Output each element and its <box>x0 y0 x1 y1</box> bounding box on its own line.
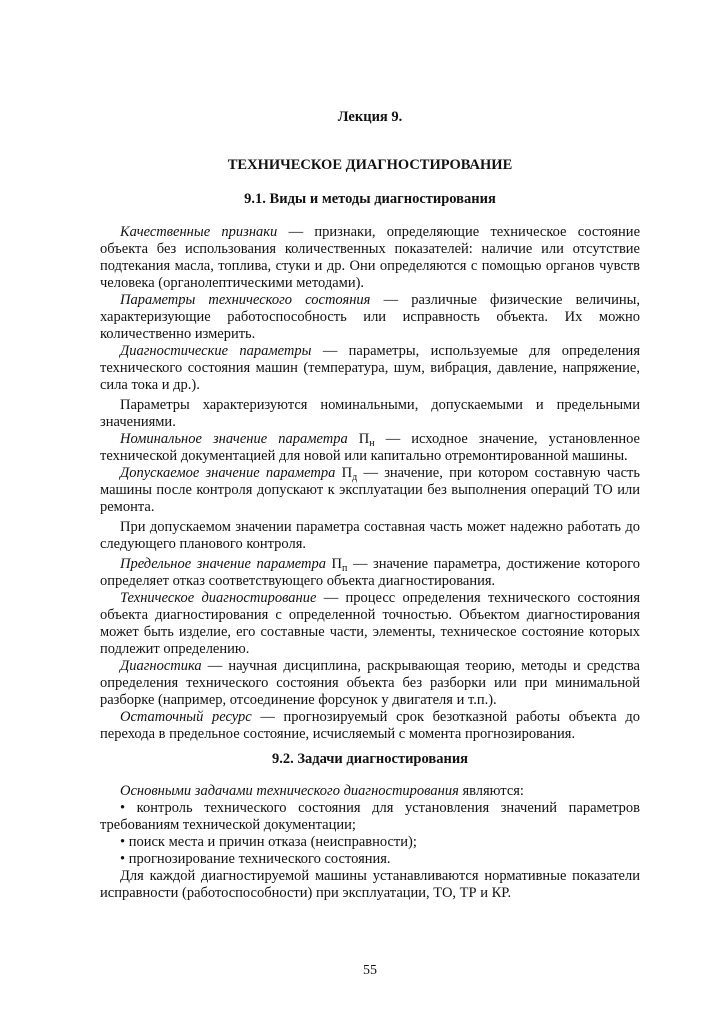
term: Техническое диагностирование <box>120 590 317 606</box>
symbol-subscript: н <box>369 438 375 449</box>
definition: — параметры, используемые для определения технического состояния машин (температура, шум, вибрация, давление, напряжение, сила тока и др.). <box>100 343 640 393</box>
definition: — значение, при котором составную часть машины после контроля допускают к эксплуатации без выполнения операций ТО или ремонта. <box>100 465 640 515</box>
symbol: П <box>347 431 370 447</box>
term: Предельное значение параметра <box>120 556 326 572</box>
paragraph-nominal-value <box>100 431 640 465</box>
section-body-9-2 <box>100 783 640 902</box>
definition: — различные физические величины, характеризующие работоспособность или исправность объекта. Их можно количественно измерить. <box>100 292 641 342</box>
section-body-9-1 <box>100 224 640 743</box>
list-item: • поиск места и причин отказа (неисправности); <box>120 834 417 850</box>
definition: — научная дисциплина, раскрывающая теорию, методы и средства определения технического состояния объекта без разборки или при минимальной разборке (например, отсоединение форсунок у двигателя и т.п.). <box>100 658 640 708</box>
symbol: П <box>325 556 343 572</box>
term: Диагностика <box>120 658 202 674</box>
paragraph-text: Параметры характеризуются номинальными, допускаемыми и предельными значениями. <box>100 397 640 430</box>
page-number: 55 <box>363 963 377 978</box>
paragraph-allowable-value <box>100 465 640 516</box>
definition: — процесс определения технического состояния объекта диагностирования с определенной точностью. Объектом диагностирования может быть изделие, его составные части, элементы, техническое состояние которых подлежит определению. <box>100 590 640 657</box>
definition: — прогнозируемый срок безотказной работы объекта до перехода в предельное состояние, исчисляемый с момента прогнозирования. <box>100 709 640 742</box>
symbol-subscript: п <box>342 563 348 574</box>
lecture-label: Лекция 9. <box>337 109 403 125</box>
paragraph-closing: Для каждой диагностируемой машины устанавливаются нормативные показатели исправности (работоспособности) при эксплуатации, ТО, ТР и КР. <box>100 868 640 901</box>
paragraph-residual-resource <box>100 709 640 743</box>
paragraph-allowable-note <box>100 519 640 553</box>
definition: — исходное значение, установленное технической документацией для новой или капитально отремонтированной машины. <box>100 431 640 464</box>
term: Параметры технического состояния <box>120 292 371 308</box>
term: Остаточный ресурс <box>120 709 252 725</box>
paragraph-tasks-intro <box>100 783 640 800</box>
term: Номинальное значение параметра <box>120 431 348 447</box>
symbol: П <box>335 465 353 481</box>
page-title: ТЕХНИЧЕСКОЕ ДИАГНОСТИРОВАНИЕ <box>227 157 513 173</box>
paragraph-text: являются: <box>458 783 524 799</box>
section-heading-9-1: 9.1. Виды и методы диагностирования <box>244 191 496 207</box>
paragraph-diagnostic-parameters <box>100 343 640 394</box>
paragraph-qualitative-signs <box>100 224 640 292</box>
symbol-subscript: д <box>352 472 358 483</box>
term: Основными задачами технического диагностирования <box>120 783 459 799</box>
paragraph-diagnostics <box>100 658 640 709</box>
term: Диагностические параметры <box>120 343 312 359</box>
paragraph-limit-value <box>100 556 640 590</box>
paragraph-parameter-values <box>100 397 640 431</box>
definition: — значение параметра, достижение которого определяет отказ соответствующего объекта диагностирования. <box>100 556 640 589</box>
definition: — признаки, определяющие техническое состояние объекта без использования количественных показателей: наличие или отсутствие подтекания масла, топлива, стуки и др. Они определяются с помощью органов чувств человека (органолептическими методами). <box>100 224 641 291</box>
section-heading-9-2: 9.2. Задачи диагностирования <box>271 751 469 767</box>
list-item: • прогнозирование технического состояния. <box>120 851 391 867</box>
paragraph-technical-diagnosis <box>100 590 640 658</box>
paragraph-technical-state-parameters <box>100 292 640 343</box>
list-item: • контроль технического состояния для установления значений параметров требованиям технической документации; <box>100 800 640 833</box>
term: Допускаемое значение параметра <box>120 465 336 481</box>
paragraph-text: При допускаемом значении параметра составная часть может надежно работать до следующего планового контроля. <box>100 519 640 552</box>
term: Качественные признаки <box>120 224 278 240</box>
